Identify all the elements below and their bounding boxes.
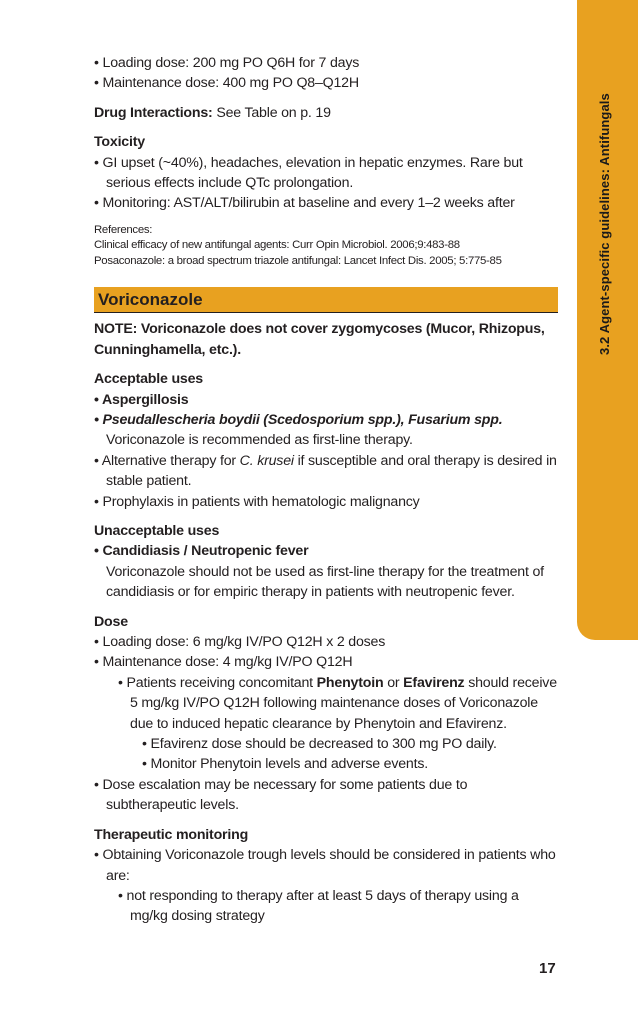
acceptable-use-pseudallescheria: • Pseudallescheria boydii (Scedosporium spp.), Fusarium spp. — [94, 411, 503, 428]
maintenance-dose-line: • Maintenance dose: 400 mg PO Q8–Q12H — [94, 75, 359, 92]
page-number: 17 — [539, 960, 556, 977]
monitoring-trough: • Obtaining Voriconazole trough levels should be considered in patients who are: — [94, 847, 556, 884]
first-line-note: Voriconazole is recommended as first-line therapy. — [106, 432, 413, 449]
organism-name: C. krusei — [239, 452, 294, 469]
or-text: or — [383, 674, 404, 691]
drug-interactions-label: Drug Interactions: — [94, 104, 213, 121]
concomitant-text-2: should receive 5 mg/kg IV/PO Q12H following maintenance doses of Voriconazole due to induced hepatic clearance by Phenytoin and Efavirenz. — [130, 674, 557, 732]
concomitant-text: • Patients receiving concomitant — [118, 674, 317, 691]
reference-2: Posaconazole: a broad spectrum triazole antifungal: Lancet Infect Dis. 2005; 5:775-85 — [94, 254, 502, 267]
references-label: References: — [94, 223, 153, 236]
chapter-tab-label: 3.2 Agent-specific guidelines: Antifungals — [597, 93, 612, 355]
toxicity-heading: Toxicity — [94, 134, 145, 151]
unacceptable-use-candidiasis: • Candidiasis / Neutropenic fever — [94, 543, 309, 560]
monitoring-heading: Therapeutic monitoring — [94, 826, 249, 843]
dose-heading: Dose — [94, 613, 128, 630]
drug-interactions-text: See Table on p. 19 — [212, 104, 331, 121]
acceptable-use-aspergillosis: • Aspergillosis — [94, 391, 189, 408]
dose-maintenance: • Maintenance dose: 4 mg/kg IV/PO Q12H — [94, 654, 353, 671]
loading-dose-line: • Loading dose: 200 mg PO Q6H for 7 days — [94, 55, 360, 71]
dose-loading: • Loading dose: 6 mg/kg IV/PO Q12H x 2 doses — [94, 634, 386, 651]
section-title-voriconazole: Voriconazole — [94, 287, 558, 313]
unacceptable-use-note: Voriconazole should not be used as first-line therapy for the treatment of candidiasis or for empiric therapy in patients with neutropenic fever. — [106, 563, 544, 601]
toxicity-item: • GI upset (~40%), headaches, elevation in hepatic enzymes. Rare but serious effects include QTc prolongation. — [94, 154, 523, 192]
alt-therapy-text-2: if susceptible and oral therapy is desired in stable patient. — [106, 452, 557, 490]
toxicity-monitoring-item: • Monitoring: AST/ALT/bilirubin at baseline and every 1–2 weeks after — [94, 195, 515, 212]
references — [94, 223, 558, 270]
dose-escalation: • Dose escalation may be necessary for some patients due to subtherapeutic levels. — [94, 776, 468, 814]
dose-efavirenz: • Efavirenz dose should be decreased to 300 mg PO daily. — [142, 736, 497, 753]
drug-interactions-line — [94, 103, 558, 123]
page-content — [94, 53, 558, 927]
acceptable-uses-heading: Acceptable uses — [94, 371, 203, 388]
reference-1: Clinical efficacy of new antifungal agents: Curr Opin Microbiol. 2006;9:483-88 — [94, 239, 460, 252]
dose-concomitant — [94, 673, 558, 734]
acceptable-use-alternative — [94, 451, 558, 492]
monitoring-not-responding: • not responding to therapy after at least 5 days of therapy using a mg/kg dosing strategy — [118, 887, 519, 925]
alt-therapy-text: • Alternative therapy for — [94, 452, 240, 469]
phenytoin-label: Phenytoin — [316, 674, 384, 691]
acceptable-use-prophylaxis: • Prophylaxis in patients with hematologic malignancy — [94, 493, 420, 510]
efavirenz-label: Efavirenz — [403, 674, 465, 691]
unacceptable-uses-heading: Unacceptable uses — [94, 523, 220, 539]
note-text: NOTE: Voriconazole does not cover zygomycoses (Mucor, Rhizopus, Cunninghamella, etc.). — [94, 321, 545, 358]
dose-phenytoin-monitor: • Monitor Phenytoin levels and adverse events. — [142, 756, 428, 773]
